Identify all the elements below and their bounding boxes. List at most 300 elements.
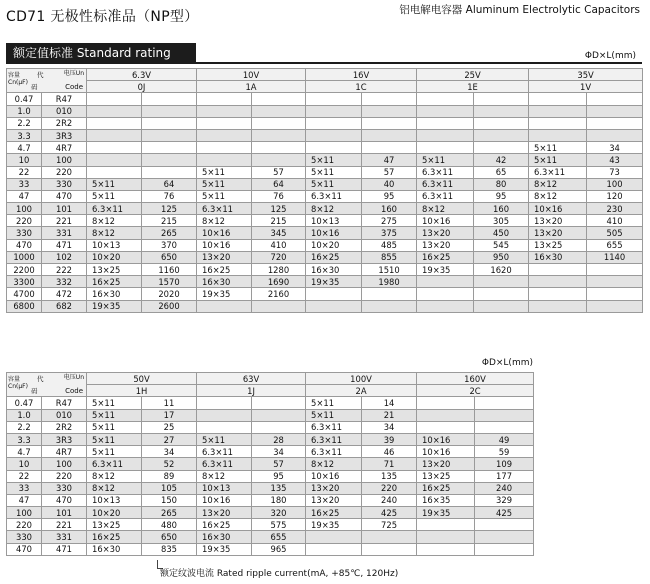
case-size-cell: 8×12 (197, 215, 252, 227)
case-size-cell: 10×16 (197, 494, 252, 506)
voltage-header: 50V (87, 373, 197, 385)
case-size-cell: 19×35 (197, 288, 252, 300)
voltage-code-header: 1V (529, 81, 643, 93)
case-size-cell: 6.3×11 (87, 458, 142, 470)
case-size-cell: 5×11 (306, 397, 362, 409)
ripple-current-cell (252, 154, 306, 166)
case-size-cell: 19×35 (417, 507, 475, 519)
case-size-cell (306, 142, 362, 154)
table-row (7, 288, 643, 300)
case-size-cell: 8×12 (87, 215, 142, 227)
ripple-current-cell (474, 117, 529, 129)
case-size-cell: 5×11 (87, 433, 142, 445)
case-size-cell: 8×12 (87, 227, 142, 239)
ripple-current-cell (587, 288, 643, 300)
case-size-cell: 10×16 (306, 227, 362, 239)
case-size-cell (87, 129, 142, 141)
case-size-cell (417, 409, 475, 421)
case-size-cell: 19×35 (306, 276, 362, 288)
code-cell: 221 (42, 519, 87, 531)
ripple-current-footnote: 额定纹波电流 Rated ripple current(mA, +85℃, 120Hz) (160, 569, 399, 579)
ripple-current-cell: 215 (252, 215, 306, 227)
case-size-cell: 16×35 (417, 494, 475, 506)
code-cell: 010 (42, 105, 87, 117)
case-size-cell: 10×16 (197, 227, 252, 239)
ripple-current-cell (474, 105, 529, 117)
ripple-current-cell: 135 (252, 482, 306, 494)
case-size-cell (197, 129, 252, 141)
table-row (7, 105, 643, 117)
ripple-current-cell (362, 117, 417, 129)
ripple-current-cell (475, 421, 534, 433)
ripple-current-cell (362, 543, 417, 555)
table-row (7, 482, 534, 494)
ripple-current-cell: 1510 (362, 264, 417, 276)
ripple-current-cell: 505 (587, 227, 643, 239)
ripple-current-cell: 100 (587, 178, 643, 190)
ripple-current-cell: 46 (362, 446, 417, 458)
rating-table-high-voltage (6, 372, 534, 556)
code-cell: 2R2 (42, 117, 87, 129)
ripple-current-cell (474, 300, 529, 312)
code-cell: R47 (42, 397, 87, 409)
ripple-current-cell (587, 93, 643, 105)
code-cell: 470 (42, 190, 87, 202)
ripple-current-cell: 240 (362, 494, 417, 506)
case-size-cell: 6.3×11 (197, 458, 252, 470)
ripple-current-cell: 160 (362, 203, 417, 215)
case-size-cell (417, 543, 475, 555)
case-size-cell: 13×25 (417, 470, 475, 482)
voltage-axis-label: 电压Un (63, 374, 84, 381)
code-cell: 101 (42, 507, 87, 519)
case-size-cell: 13×20 (197, 251, 252, 263)
case-size-cell (529, 105, 587, 117)
section-divider (6, 62, 642, 64)
case-size-cell: 5×11 (87, 397, 142, 409)
code-char-label: 码 (31, 387, 38, 395)
capacitance-cell: 220 (7, 215, 42, 227)
case-size-cell: 16×25 (87, 531, 142, 543)
ripple-current-cell (587, 129, 643, 141)
voltage-code-header: 1E (417, 81, 529, 93)
case-size-cell (306, 543, 362, 555)
ripple-current-cell (475, 397, 534, 409)
case-size-cell (529, 288, 587, 300)
ripple-current-cell: 150 (142, 494, 197, 506)
case-size-cell (197, 117, 252, 129)
voltage-code-header: 1J (197, 385, 306, 397)
ripple-current-cell: 305 (474, 215, 529, 227)
ripple-current-cell (587, 264, 643, 276)
capacitance-cell: 47 (7, 190, 42, 202)
case-size-cell: 6.3×11 (197, 446, 252, 458)
case-size-cell: 19×35 (306, 519, 362, 531)
case-size-cell: 8×12 (87, 470, 142, 482)
voltage-header: 25V (417, 69, 529, 81)
ripple-current-cell: 71 (362, 458, 417, 470)
ripple-current-cell: 1620 (474, 264, 529, 276)
capacitance-cell: 1000 (7, 251, 42, 263)
case-size-cell (417, 129, 474, 141)
ripple-current-cell (474, 129, 529, 141)
case-size-cell: 5×11 (87, 178, 142, 190)
ripple-current-cell: 34 (142, 446, 197, 458)
code-cell: 332 (42, 276, 87, 288)
case-size-cell (417, 288, 474, 300)
case-size-cell: 16×30 (197, 276, 252, 288)
ripple-current-cell (475, 543, 534, 555)
table-row (7, 421, 534, 433)
ripple-current-cell: 34 (587, 142, 643, 154)
voltage-code-header: 1C (306, 81, 417, 93)
case-size-cell (529, 264, 587, 276)
ripple-current-cell (362, 300, 417, 312)
capacitance-cell: 4.7 (7, 446, 42, 458)
ripple-current-cell (475, 519, 534, 531)
code-cell: 010 (42, 409, 87, 421)
ripple-current-cell: 76 (142, 190, 197, 202)
table-row (7, 190, 643, 202)
case-size-cell: 5×11 (197, 433, 252, 445)
ripple-current-cell: 650 (142, 531, 197, 543)
case-size-cell: 10×20 (87, 507, 142, 519)
ripple-current-cell: 1140 (587, 251, 643, 263)
ripple-current-cell: 17 (142, 409, 197, 421)
ripple-current-cell: 1980 (362, 276, 417, 288)
table-row (7, 239, 643, 251)
voltage-header: 35V (529, 69, 643, 81)
voltage-header: 6.3V (87, 69, 197, 81)
code-cell: 471 (42, 543, 87, 555)
case-size-cell: 10×13 (306, 215, 362, 227)
case-size-cell: 13×20 (417, 227, 474, 239)
ripple-current-cell (142, 117, 197, 129)
capacitance-cell: 2.2 (7, 117, 42, 129)
case-size-cell (87, 166, 142, 178)
case-size-cell (197, 421, 252, 433)
code-cell: 220 (42, 166, 87, 178)
capacitance-cell: 100 (7, 507, 42, 519)
case-size-cell: 19×35 (417, 264, 474, 276)
case-size-cell (417, 397, 475, 409)
case-size-cell: 10×13 (87, 494, 142, 506)
product-category: 铝电解电容器 Aluminum Electrolytic Capacitors (399, 4, 640, 16)
ripple-current-cell: 39 (362, 433, 417, 445)
capacitance-cell: 470 (7, 543, 42, 555)
case-size-cell: 8×12 (306, 458, 362, 470)
case-size-cell: 10×20 (306, 239, 362, 251)
voltage-code-header: 2C (417, 385, 534, 397)
ripple-current-cell (142, 105, 197, 117)
case-size-cell (87, 117, 142, 129)
case-size-cell (529, 93, 587, 105)
case-size-cell: 8×12 (529, 178, 587, 190)
ripple-current-cell (362, 105, 417, 117)
code-cell: 330 (42, 482, 87, 494)
case-size-cell: 5×11 (87, 421, 142, 433)
case-size-cell: 10×16 (529, 203, 587, 215)
case-size-cell: 10×16 (417, 215, 474, 227)
ripple-current-cell: 25 (142, 421, 197, 433)
table-row (7, 519, 534, 531)
case-size-cell: 10×16 (417, 446, 475, 458)
voltage-code-row (7, 81, 643, 93)
code-cell: 470 (42, 494, 87, 506)
case-size-cell (197, 409, 252, 421)
ripple-current-cell: 215 (142, 215, 197, 227)
code-char-label: 代 (37, 375, 44, 383)
corner-header (7, 373, 87, 397)
ripple-current-cell (475, 531, 534, 543)
ripple-current-cell: 64 (252, 178, 306, 190)
case-size-cell: 16×25 (417, 251, 474, 263)
ripple-current-cell: 65 (474, 166, 529, 178)
case-size-cell: 6.3×11 (417, 166, 474, 178)
case-size-cell: 10×13 (87, 239, 142, 251)
case-size-cell (529, 117, 587, 129)
capacitance-cell: 22 (7, 470, 42, 482)
code-cell: 222 (42, 264, 87, 276)
case-size-cell: 6.3×11 (87, 203, 142, 215)
code-cell: 331 (42, 531, 87, 543)
code-cell: 331 (42, 227, 87, 239)
table-row (7, 264, 643, 276)
ripple-current-cell: 47 (362, 154, 417, 166)
case-size-cell: 13×20 (306, 494, 362, 506)
table-row (7, 203, 643, 215)
case-size-cell (306, 300, 362, 312)
ripple-current-cell: 34 (252, 446, 306, 458)
capacitance-cell: 4700 (7, 288, 42, 300)
capacitance-cell: 6800 (7, 300, 42, 312)
capacitance-cell: 3.3 (7, 129, 42, 141)
code-cell: 221 (42, 215, 87, 227)
case-size-cell: 16×30 (197, 531, 252, 543)
ripple-current-cell (142, 93, 197, 105)
case-size-cell: 8×12 (87, 482, 142, 494)
case-size-cell: 16×25 (197, 264, 252, 276)
case-size-cell (417, 519, 475, 531)
case-size-cell (417, 105, 474, 117)
table-row (7, 276, 643, 288)
code-axis-label: Code (65, 83, 83, 92)
ripple-current-cell (252, 93, 306, 105)
corner-header (7, 69, 87, 93)
ripple-current-cell (362, 288, 417, 300)
voltage-header-row (7, 69, 643, 81)
ripple-current-cell: 2160 (252, 288, 306, 300)
code-cell: R47 (42, 93, 87, 105)
ripple-current-cell: 265 (142, 227, 197, 239)
dimension-note: ΦD×L(mm) (584, 51, 636, 61)
case-size-cell: 13×25 (529, 239, 587, 251)
table-row (7, 300, 643, 312)
case-size-cell (529, 300, 587, 312)
ripple-current-cell: 80 (474, 178, 529, 190)
code-char-label: 代 (37, 71, 44, 79)
ripple-current-cell: 21 (362, 409, 417, 421)
case-size-cell: 8×12 (306, 203, 362, 215)
ripple-current-cell: 95 (474, 190, 529, 202)
capacitance-cell: 4.7 (7, 142, 42, 154)
ripple-current-cell: 655 (587, 239, 643, 251)
case-size-cell: 5×11 (306, 409, 362, 421)
voltage-header: 10V (197, 69, 306, 81)
voltage-header: 16V (306, 69, 417, 81)
case-size-cell: 5×11 (529, 142, 587, 154)
ripple-current-cell: 410 (587, 215, 643, 227)
table-row (7, 129, 643, 141)
ripple-current-cell: 329 (475, 494, 534, 506)
ripple-current-cell: 109 (475, 458, 534, 470)
case-size-cell: 10×20 (87, 251, 142, 263)
table-row (7, 458, 534, 470)
table-row (7, 93, 643, 105)
ripple-current-cell: 125 (142, 203, 197, 215)
case-size-cell: 8×12 (197, 470, 252, 482)
ripple-current-cell: 410 (252, 239, 306, 251)
ripple-current-cell: 105 (142, 482, 197, 494)
ripple-current-cell (252, 105, 306, 117)
ripple-current-cell (474, 93, 529, 105)
case-size-cell (197, 397, 252, 409)
case-size-cell: 16×30 (306, 264, 362, 276)
ripple-current-cell: 835 (142, 543, 197, 555)
table-row (7, 470, 534, 482)
case-size-cell: 16×25 (306, 251, 362, 263)
section-label: 额定值标准 Standard rating (6, 43, 196, 63)
ripple-current-cell (252, 409, 306, 421)
case-size-cell: 6.3×11 (306, 421, 362, 433)
ripple-current-cell (587, 105, 643, 117)
case-size-cell: 6.3×11 (417, 178, 474, 190)
code-cell: 3R3 (42, 129, 87, 141)
code-cell: 472 (42, 288, 87, 300)
table-row (7, 117, 643, 129)
case-size-cell: 10×16 (417, 433, 475, 445)
ripple-current-cell: 1160 (142, 264, 197, 276)
voltage-header-row (7, 373, 534, 385)
case-size-cell: 6.3×11 (306, 190, 362, 202)
voltage-code-header: 2A (306, 385, 417, 397)
table-row (7, 178, 643, 190)
voltage-code-header: 0J (87, 81, 197, 93)
code-cell: 4R7 (42, 446, 87, 458)
ripple-current-cell: 42 (474, 154, 529, 166)
case-size-cell: 5×11 (306, 154, 362, 166)
case-size-cell (87, 142, 142, 154)
case-size-cell (306, 531, 362, 543)
ripple-current-cell (362, 93, 417, 105)
capacitance-cell: 100 (7, 203, 42, 215)
case-size-cell (87, 93, 142, 105)
ripple-current-cell (587, 276, 643, 288)
capacitance-cell: 10 (7, 458, 42, 470)
code-cell: 101 (42, 203, 87, 215)
ripple-current-cell: 375 (362, 227, 417, 239)
ripple-current-cell: 425 (362, 507, 417, 519)
case-size-cell: 6.3×11 (306, 433, 362, 445)
case-size-cell: 5×11 (306, 166, 362, 178)
case-size-cell: 19×35 (87, 300, 142, 312)
table-row (7, 531, 534, 543)
ripple-current-cell (252, 397, 306, 409)
capacitance-cell: 330 (7, 227, 42, 239)
ripple-current-cell: 177 (475, 470, 534, 482)
case-size-cell (306, 105, 362, 117)
ripple-current-cell (475, 409, 534, 421)
case-size-cell (417, 421, 475, 433)
ripple-current-cell: 265 (142, 507, 197, 519)
ripple-current-cell: 11 (142, 397, 197, 409)
case-size-cell: 13×20 (529, 227, 587, 239)
ripple-current-cell: 34 (362, 421, 417, 433)
case-size-cell: 13×20 (529, 215, 587, 227)
capacitance-cell: 22 (7, 166, 42, 178)
ripple-current-cell: 345 (252, 227, 306, 239)
table-row (7, 166, 643, 178)
ripple-current-cell (587, 300, 643, 312)
capacitance-cell: 0.47 (7, 397, 42, 409)
ripple-current-cell: 485 (362, 239, 417, 251)
table-row (7, 142, 643, 154)
case-size-cell: 8×12 (417, 203, 474, 215)
capacitance-cell: 330 (7, 531, 42, 543)
table-row (7, 446, 534, 458)
code-cell: 102 (42, 251, 87, 263)
ripple-current-cell (474, 142, 529, 154)
ripple-current-cell: 160 (474, 203, 529, 215)
page-title: CD71 无极性标准品（NP型） (6, 9, 199, 25)
capacitance-cell: 3300 (7, 276, 42, 288)
case-size-cell: 6.3×11 (197, 203, 252, 215)
case-size-cell: 13×20 (417, 239, 474, 251)
ripple-current-cell (252, 129, 306, 141)
ripple-current-cell: 95 (252, 470, 306, 482)
case-size-cell: 10×16 (197, 239, 252, 251)
table-row (7, 227, 643, 239)
ripple-current-cell: 220 (362, 482, 417, 494)
case-size-cell: 5×11 (197, 166, 252, 178)
case-size-cell: 13×25 (87, 264, 142, 276)
ripple-current-cell (362, 129, 417, 141)
ripple-current-cell: 2600 (142, 300, 197, 312)
ripple-current-cell: 28 (252, 433, 306, 445)
voltage-header: 100V (306, 373, 417, 385)
table-row (7, 251, 643, 263)
ripple-current-cell: 725 (362, 519, 417, 531)
ripple-current-cell (252, 142, 306, 154)
capacitance-cell: 47 (7, 494, 42, 506)
case-size-cell: 13×25 (87, 519, 142, 531)
ripple-current-cell: 76 (252, 190, 306, 202)
voltage-header: 160V (417, 373, 534, 385)
case-size-cell: 13×20 (197, 507, 252, 519)
ripple-current-cell: 89 (142, 470, 197, 482)
table-row (7, 215, 643, 227)
case-size-cell (197, 300, 252, 312)
code-cell: 2R2 (42, 421, 87, 433)
ripple-current-cell: 49 (475, 433, 534, 445)
case-size-cell (529, 129, 587, 141)
ripple-current-cell: 1280 (252, 264, 306, 276)
case-size-cell: 5×11 (417, 154, 474, 166)
code-cell: 220 (42, 470, 87, 482)
ripple-current-cell (142, 142, 197, 154)
code-cell: 330 (42, 178, 87, 190)
case-size-cell (306, 288, 362, 300)
